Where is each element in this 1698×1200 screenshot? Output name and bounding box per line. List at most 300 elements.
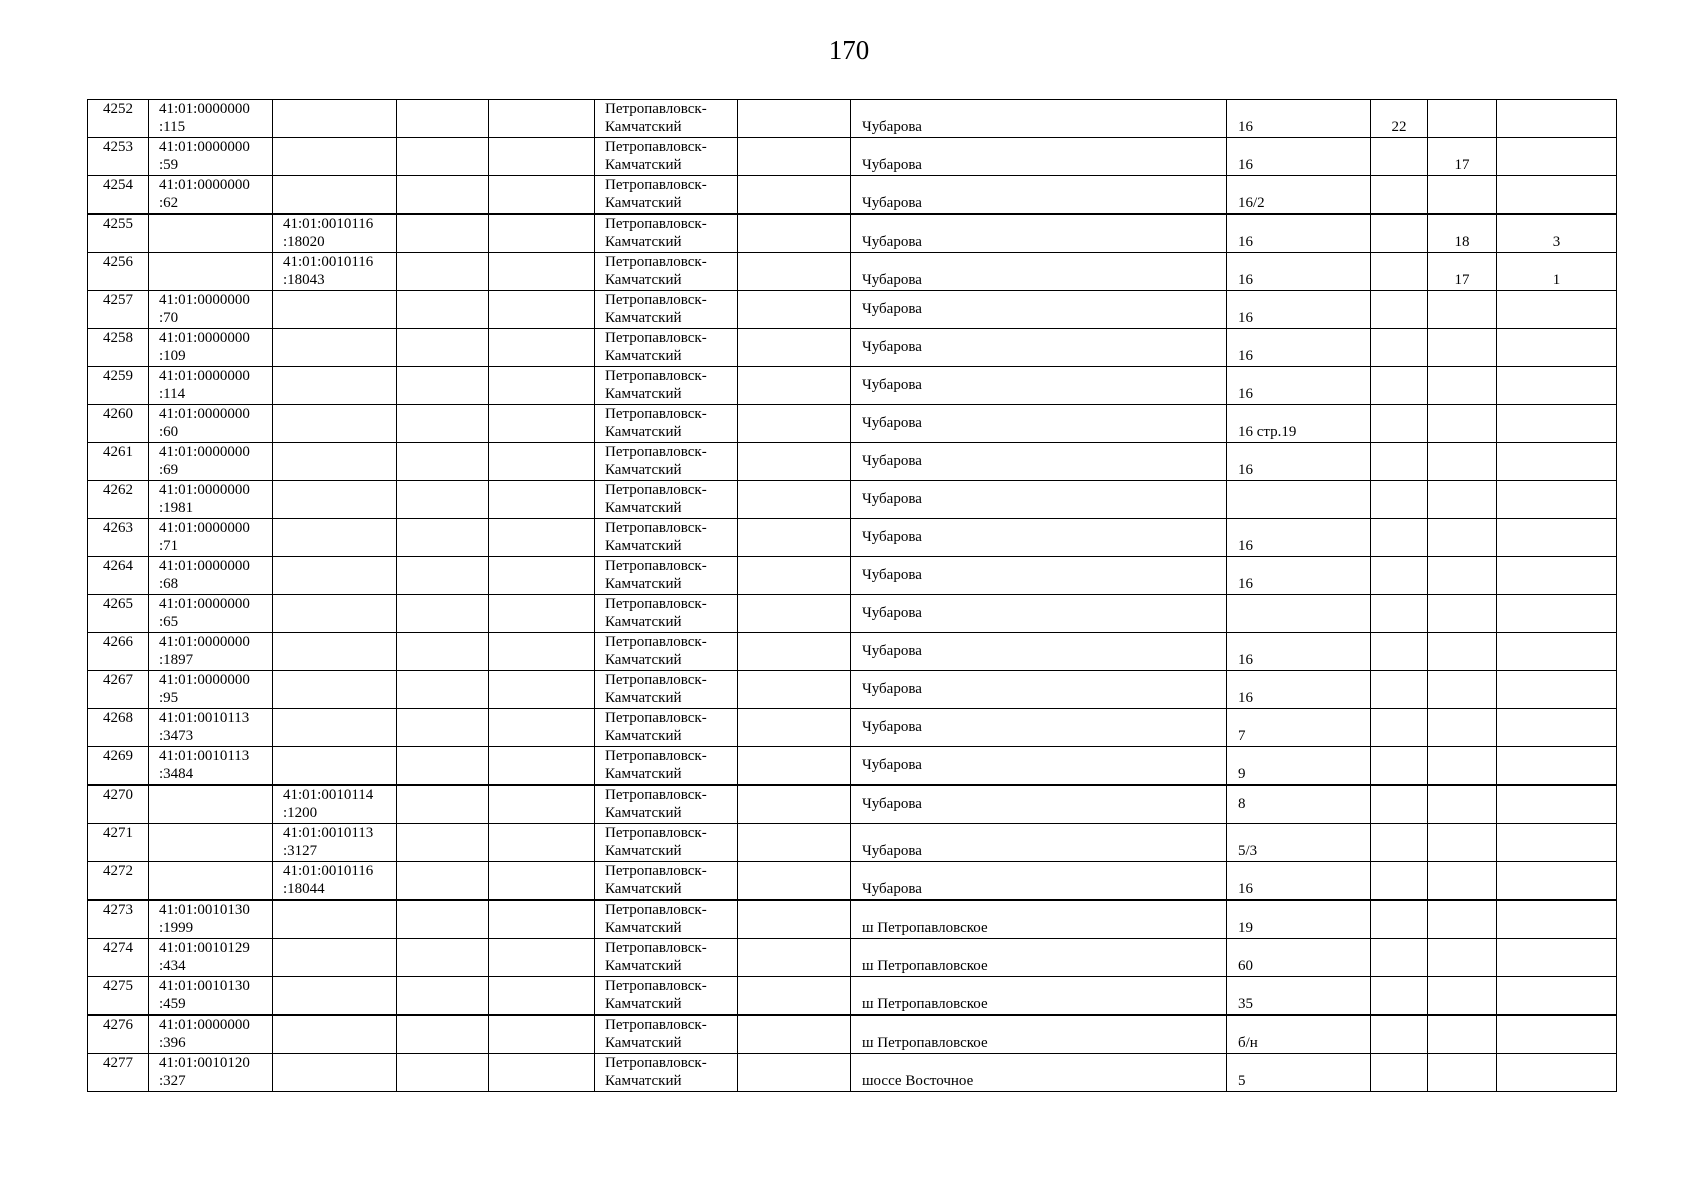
apartment-number [1497,786,1616,804]
empty-cell [489,900,595,939]
cadastral-number-line: :434 [159,958,186,974]
apartment-number [1497,901,1616,919]
apartment-number-cell [1497,671,1617,709]
city-line: Камчатский [605,234,682,250]
street-name: ш Петропавловское [862,1035,988,1051]
apartment-number [1497,939,1616,957]
row-number-cell [88,253,149,291]
building-cadastral-number-cell [273,1054,397,1092]
table-row [88,138,1617,176]
empty-cell [489,939,595,977]
extra-number-cell [1371,138,1428,176]
street-cell [851,785,1227,824]
house-number: 16 [1238,538,1253,554]
empty-cell [397,862,489,901]
extra-number [1371,901,1427,919]
table-row [88,900,1617,939]
apartment-number [1497,1054,1616,1072]
apartment-number [1497,481,1616,499]
building-number [1428,100,1496,118]
house-cell [1227,291,1371,329]
cadastral-number-line: :109 [159,348,186,364]
city-cell [595,709,738,747]
apartment-number-cell [1497,291,1617,329]
row-number: 4258 [103,330,133,346]
street-cell [851,138,1227,176]
row-number: 4252 [103,101,133,117]
house-cell [1227,977,1371,1016]
building-number [1428,481,1496,499]
cadastral-number-line: :115 [159,119,186,135]
building-cadastral-number-cell [273,367,397,405]
row-number: 4256 [103,254,133,270]
house-cell [1227,709,1371,747]
city-line: Петропавловск- [605,825,707,841]
extra-number [1371,138,1427,156]
house-cell [1227,595,1371,633]
house-cell [1227,747,1371,786]
extra-number-cell [1371,176,1428,215]
house-number: 16 [1238,462,1253,478]
house-cell [1227,100,1371,138]
cadastral-number-cell [149,785,273,824]
empty-cell [738,176,851,215]
extra-number [1371,481,1427,499]
city-cell [595,291,738,329]
city-line: Камчатский [605,1073,682,1089]
city-cell [595,1054,738,1092]
city-line: Камчатский [605,157,682,173]
city-line: Петропавловск- [605,634,707,650]
row-number-cell [88,747,149,786]
row-number-cell [88,329,149,367]
city-cell [595,671,738,709]
city-line: Камчатский [605,576,682,592]
street-cell [851,405,1227,443]
empty-cell [738,138,851,176]
row-number-cell [88,709,149,747]
extra-number [1371,405,1427,423]
empty-cell [489,519,595,557]
house-cell [1227,176,1371,215]
empty-cell [738,443,851,481]
street-cell [851,253,1227,291]
row-number: 4257 [103,292,133,308]
street-name: Чубарова [862,757,922,773]
city-cell [595,176,738,215]
street-cell [851,824,1227,862]
city-line: Камчатский [605,272,682,288]
table-row [88,939,1617,977]
apartment-number-cell [1497,939,1617,977]
house-cell [1227,862,1371,901]
street-cell [851,747,1227,786]
building-cadastral-number-cell [273,405,397,443]
empty-cell [489,138,595,176]
city-cell [595,557,738,595]
empty-cell [397,939,489,977]
extra-number-cell [1371,405,1428,443]
city-line: Петропавловск- [605,292,707,308]
building-number [1428,709,1496,727]
cadastral-number-line: :114 [159,386,186,402]
street-cell [851,671,1227,709]
extra-number [1371,939,1427,957]
building-number-cell [1428,1015,1497,1054]
empty-cell [397,595,489,633]
empty-cell [489,100,595,138]
empty-cell [738,633,851,671]
extra-number: 22 [1391,119,1407,135]
house-cell [1227,253,1371,291]
building-cadastral-number-line: 41:01:0010116 [283,216,374,232]
cadastral-number-cell [149,253,273,291]
house-number: 16 [1238,272,1253,288]
row-number: 4275 [103,978,133,994]
row-number: 4276 [103,1017,133,1033]
empty-cell [397,367,489,405]
empty-cell [738,519,851,557]
city-cell [595,329,738,367]
extra-number [1371,671,1427,689]
empty-cell [738,595,851,633]
building-number [1428,824,1496,842]
building-cadastral-number-cell [273,862,397,901]
extra-number [1371,786,1427,804]
building-number [1428,1016,1496,1034]
row-number-cell [88,405,149,443]
building-number: 17 [1454,157,1470,173]
table-row [88,862,1617,901]
street-cell [851,977,1227,1016]
house-cell [1227,557,1371,595]
building-number [1428,747,1496,765]
building-number-cell [1428,443,1497,481]
table-row [88,633,1617,671]
empty-cell [489,557,595,595]
cadastral-number-line: :59 [159,157,179,173]
apartment-number-cell [1497,405,1617,443]
street-cell [851,1054,1227,1092]
city-line: Петропавловск- [605,940,707,956]
street-cell [851,862,1227,901]
building-number-cell [1428,862,1497,901]
extra-number [1371,176,1427,194]
building-cadastral-number-cell [273,176,397,215]
building-cadastral-number-cell [273,138,397,176]
cadastral-number-cell [149,176,273,215]
building-number-cell [1428,785,1497,824]
row-number-cell [88,633,149,671]
empty-cell [738,862,851,901]
row-number-cell [88,939,149,977]
apartment-number [1497,747,1616,765]
empty-cell [397,747,489,786]
house-number: 16 [1238,576,1253,592]
apartment-number [1497,291,1616,309]
row-number: 4259 [103,368,133,384]
cadastral-number-cell [149,862,273,901]
cadastral-number-cell [149,900,273,939]
cadastral-number-line: 41:01:0000000 [159,482,250,498]
cadastral-number-line: 41:01:0010113 [159,748,250,764]
street-name: Чубарова [862,195,922,211]
extra-number-cell [1371,824,1428,862]
house-number: 16 [1238,386,1253,402]
extra-number-cell [1371,214,1428,253]
apartment-number-cell [1497,977,1617,1016]
building-number [1428,291,1496,309]
building-number [1428,405,1496,423]
cadastral-number-line: :60 [159,424,179,440]
empty-cell [489,671,595,709]
extra-number-cell [1371,1015,1428,1054]
extra-number [1371,329,1427,347]
city-line: Петропавловск- [605,482,707,498]
cadastral-number-line: 41:01:0000000 [159,101,250,117]
cadastral-number-line: :71 [159,538,179,554]
house-cell [1227,824,1371,862]
street-name: ш Петропавловское [862,920,988,936]
apartment-number-cell [1497,862,1617,901]
street-cell [851,633,1227,671]
street-name: Чубарова [862,567,922,583]
building-number [1428,671,1496,689]
row-number: 4253 [103,139,133,155]
extra-number [1371,519,1427,537]
street-name: Чубарова [862,719,922,735]
extra-number-cell [1371,977,1428,1016]
street-name: Чубарова [862,529,922,545]
empty-cell [397,977,489,1016]
empty-cell [397,824,489,862]
apartment-number [1497,633,1616,651]
city-line: Камчатский [605,690,682,706]
empty-cell [397,557,489,595]
empty-cell [738,1054,851,1092]
apartment-number-cell [1497,595,1617,633]
table-row [88,709,1617,747]
building-number-cell [1428,671,1497,709]
table-row [88,977,1617,1016]
cadastral-number-cell [149,519,273,557]
extra-number-cell [1371,519,1428,557]
empty-cell [489,1054,595,1092]
city-line: Петропавловск- [605,863,707,879]
table-row [88,405,1617,443]
empty-cell [738,785,851,824]
apartment-number-cell [1497,1054,1617,1092]
empty-cell [489,977,595,1016]
extra-number-cell [1371,481,1428,519]
cadastral-number-cell [149,481,273,519]
street-cell [851,214,1227,253]
row-number-cell [88,519,149,557]
city-line: Петропавловск- [605,101,707,117]
building-cadastral-number-line: 41:01:0010116 [283,863,374,879]
cadastral-number-line: 41:01:0010129 [159,940,250,956]
extra-number [1371,747,1427,765]
empty-cell [397,519,489,557]
apartment-number-cell [1497,253,1617,291]
extra-number-cell [1371,862,1428,901]
house-cell [1227,785,1371,824]
city-line: Камчатский [605,348,682,364]
city-line: Петропавловск- [605,254,707,270]
cadastral-number-line: 41:01:0000000 [159,1017,250,1033]
extra-number-cell [1371,367,1428,405]
city-line: Камчатский [605,1035,682,1051]
house-cell [1227,1015,1371,1054]
street-name: Чубарова [862,119,922,135]
house-number [1227,481,1370,499]
city-line: Камчатский [605,462,682,478]
city-line: Петропавловск- [605,1055,707,1071]
cadastral-number-cell [149,1054,273,1092]
house-number: 16/2 [1238,195,1265,211]
empty-cell [397,785,489,824]
empty-cell [397,900,489,939]
street-name: шоссе Восточное [862,1073,974,1089]
table-row [88,253,1617,291]
city-cell [595,939,738,977]
cadastral-number-cell [149,405,273,443]
building-cadastral-number-line: :18044 [283,881,325,897]
empty-cell [489,291,595,329]
row-number-cell [88,138,149,176]
table-row [88,785,1617,824]
city-cell [595,405,738,443]
empty-cell [489,709,595,747]
row-number-cell [88,176,149,215]
city-line: Камчатский [605,881,682,897]
street-cell [851,100,1227,138]
apartment-number-cell [1497,214,1617,253]
address-registry-table [87,99,1617,1092]
empty-cell [397,709,489,747]
row-number: 4260 [103,406,133,422]
apartment-number [1497,595,1616,613]
apartment-number-cell [1497,329,1617,367]
table-row [88,1015,1617,1054]
apartment-number [1497,100,1616,118]
building-number [1428,519,1496,537]
row-number: 4263 [103,520,133,536]
building-cadastral-number-cell [273,824,397,862]
apartment-number [1497,824,1616,842]
building-number-cell [1428,138,1497,176]
building-number-cell [1428,214,1497,253]
building-number-cell [1428,633,1497,671]
building-number [1428,557,1496,575]
street-cell [851,329,1227,367]
cadastral-number-cell [149,671,273,709]
house-cell [1227,329,1371,367]
extra-number-cell [1371,1054,1428,1092]
building-cadastral-number-cell [273,900,397,939]
building-number [1428,1054,1496,1072]
apartment-number-cell [1497,176,1617,215]
empty-cell [738,253,851,291]
empty-cell [397,633,489,671]
city-line: Петропавловск- [605,330,707,346]
street-cell [851,939,1227,977]
table-row [88,367,1617,405]
city-cell [595,862,738,901]
building-number-cell [1428,100,1497,138]
table-row [88,671,1617,709]
house-cell [1227,214,1371,253]
street-cell [851,1015,1227,1054]
building-number-cell [1428,405,1497,443]
empty-cell [738,100,851,138]
cadastral-number-line: 41:01:0000000 [159,444,250,460]
house-cell [1227,900,1371,939]
building-number-cell [1428,709,1497,747]
extra-number [1371,633,1427,651]
extra-number [1371,1054,1427,1072]
street-name: Чубарова [862,605,922,621]
table-row [88,291,1617,329]
city-line: Петропавловск- [605,558,707,574]
apartment-number-cell [1497,138,1617,176]
empty-cell [489,253,595,291]
cadastral-number-line: :459 [159,996,186,1012]
building-cadastral-number-cell [273,291,397,329]
apartment-number-cell [1497,824,1617,862]
empty-cell [738,900,851,939]
cadastral-number-line: 41:01:0000000 [159,368,250,384]
city-cell [595,367,738,405]
extra-number [1371,824,1427,842]
empty-cell [397,138,489,176]
row-number-cell [88,1015,149,1054]
city-line: Петропавловск- [605,902,707,918]
cadastral-number-line: 41:01:0000000 [159,292,250,308]
empty-cell [397,671,489,709]
house-cell [1227,443,1371,481]
building-number-cell [1428,253,1497,291]
street-name: Чубарова [862,234,922,250]
building-number-cell [1428,1054,1497,1092]
city-line: Петропавловск- [605,216,707,232]
apartment-number-cell [1497,443,1617,481]
empty-cell [738,824,851,862]
empty-cell [397,405,489,443]
empty-cell [397,176,489,215]
city-line: Камчатский [605,728,682,744]
city-cell [595,214,738,253]
street-name: Чубарова [862,415,922,431]
city-cell [595,977,738,1016]
table-row [88,1054,1617,1092]
city-cell [595,138,738,176]
street-cell [851,595,1227,633]
cadastral-number-cell [149,633,273,671]
building-cadastral-number-cell [273,481,397,519]
empty-cell [397,329,489,367]
building-number [1428,443,1496,461]
extra-number [1371,291,1427,309]
apartment-number-cell [1497,747,1617,786]
street-name: Чубарова [862,301,922,317]
street-name: ш Петропавловское [862,958,988,974]
empty-cell [738,481,851,519]
street-name: Чубарова [862,272,922,288]
building-number-cell [1428,291,1497,329]
cadastral-number-cell [149,291,273,329]
empty-cell [397,443,489,481]
